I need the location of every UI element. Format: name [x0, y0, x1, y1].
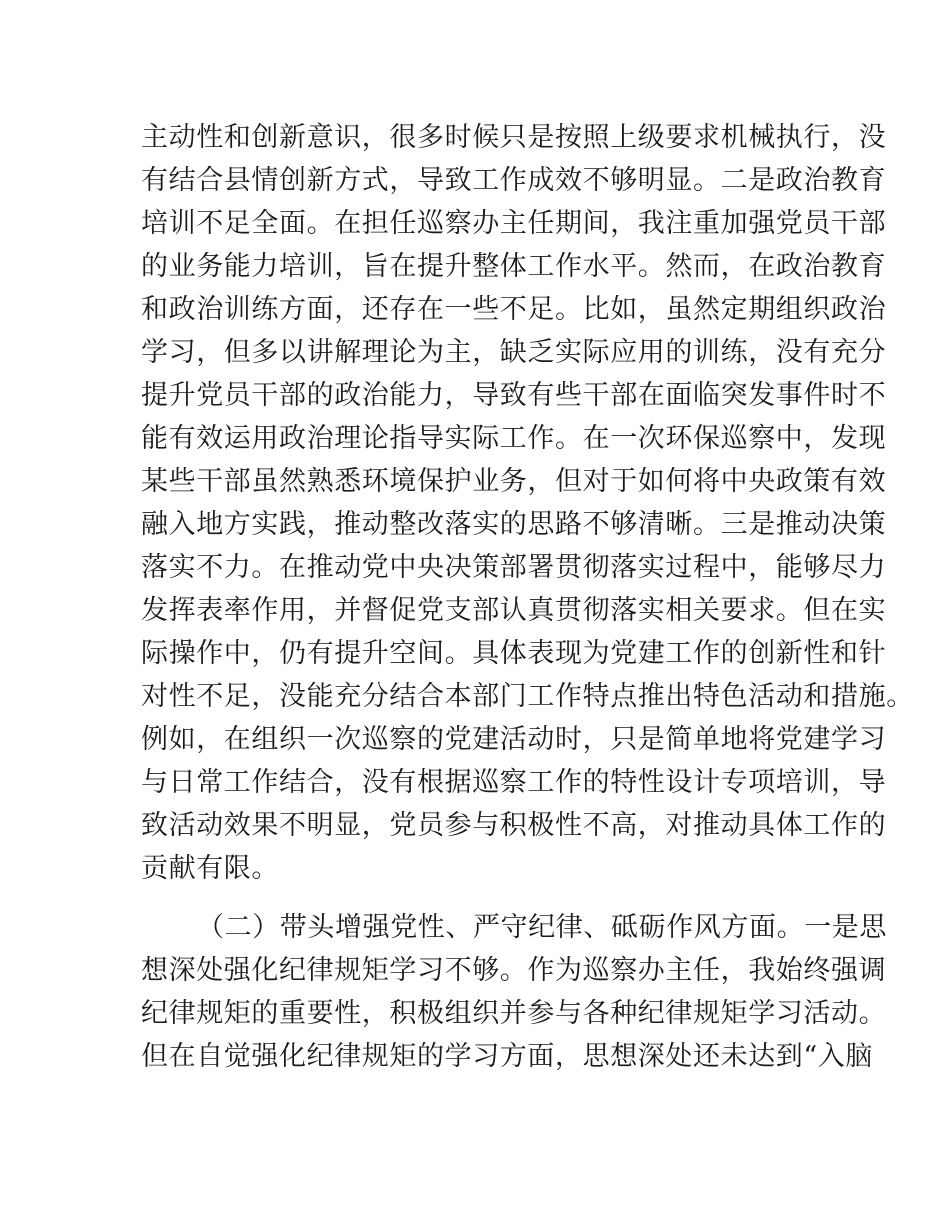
paragraph-line: 致活动效果不明显，党员参与积极性不高，对推动具体工作的	[141, 810, 887, 841]
paragraph-line: 融入地方实践，推动整改落实的思路不够清晰。三是推动决策	[141, 509, 887, 540]
paragraph-line: 学习，但多以讲解理论为主，缺乏实际应用的训练，没有充分	[141, 337, 887, 368]
paragraph-line: 发挥表率作用，并督促党支部认真贯彻落实相关要求。但在实	[141, 595, 887, 626]
paragraph-line: 对性不足，没能充分结合本部门工作特点推出特色活动和措施。	[141, 681, 914, 712]
paragraph-line: 有结合县情创新方式，导致工作成效不够明显。二是政治教育	[141, 165, 887, 196]
paragraph-line: 例如，在组织一次巡察的党建活动时，只是简单地将党建学习	[141, 724, 887, 755]
paragraph-line: 能有效运用政治理论指导实际工作。在一次环保巡察中，发现	[141, 423, 887, 454]
paragraph-line: 与日常工作结合，没有根据巡察工作的特性设计专项培训，导	[141, 767, 887, 798]
paragraph-line: 但在自觉强化纪律规矩的学习方面，思想深处还未达到“入脑	[141, 1041, 874, 1072]
paragraph-line: 纪律规矩的重要性，积极组织并参与各种纪律规矩学习活动。	[141, 998, 887, 1029]
section-heading-line: （二）带头增强党性、严守纪律、砥砺作风方面。一是思	[197, 912, 887, 943]
paragraph-line: 落实不力。在推动党中央决策部署贯彻落实过程中，能够尽力	[141, 552, 887, 583]
paragraph-line: 际操作中，仍有提升空间。具体表现为党建工作的创新性和针	[141, 638, 887, 669]
paragraph-line: 某些干部虽然熟悉环境保护业务，但对于如何将中央政策有效	[141, 466, 887, 497]
paragraph-line: 想深处强化纪律规矩学习不够。作为巡察办主任，我始终强调	[141, 955, 887, 986]
paragraph-line: 主动性和创新意识，很多时候只是按照上级要求机械执行，没	[141, 122, 887, 153]
paragraph-line: 贡献有限。	[141, 853, 279, 884]
paragraph-line: 的业务能力培训，旨在提升整体工作水平。然而，在政治教育	[141, 251, 887, 282]
paragraph-line: 提升党员干部的政治能力，导致有些干部在面临突发事件时不	[141, 380, 887, 411]
paragraph-line: 和政治训练方面，还存在一些不足。比如，虽然定期组织政治	[141, 294, 887, 325]
paragraph-line: 培训不足全面。在担任巡察办主任期间，我注重加强党员干部	[141, 208, 887, 239]
